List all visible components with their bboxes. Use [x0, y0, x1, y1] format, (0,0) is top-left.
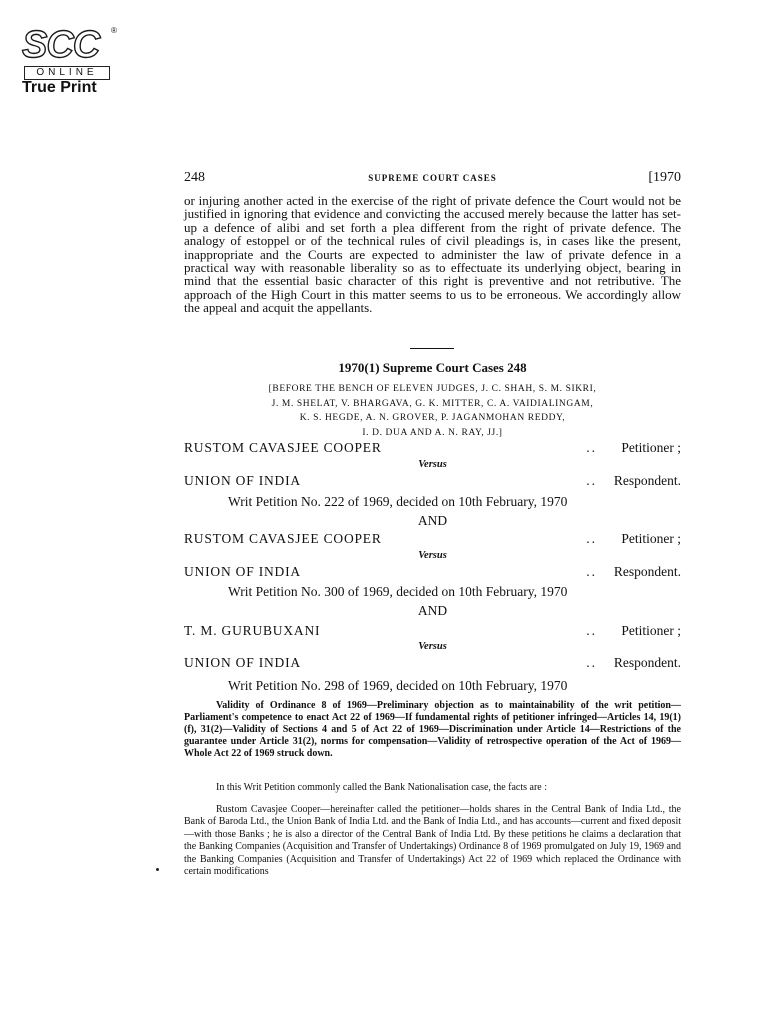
versus-label: Versus [418, 550, 447, 561]
scc-online-logo [20, 24, 120, 96]
petitioner-line [184, 440, 681, 456]
facts-intro-paragraph: In this Writ Petition commonly called the Bank Nationalisation case, the facts are : [216, 782, 547, 793]
facts-paragraph: Rustom Cavasjee Cooper—hereinafter called the petitioner—holds shares in the Central Bank of India Ltd., the Bank of Baroda Ltd., the Union Bank of India Ltd. and the Bank of India Ltd., and has accounts—current and fixed deposit—with those Banks ; he is also a director of the Central Bank of India Ltd. By these petitions he claims a declaration that the Banking Companies (Acquisition and Transfer of Undertakings) Ordinance 8 of 1969 promulgated on July 19, 1969 and the Banking Companies (Acquisition and Transfer of Undertakings) Act 22 of 1969 which replaced the Ordinance with certain modifications [184, 804, 681, 878]
petitioner-role: Petitioner ; [621, 623, 681, 638]
headnote: Validity of Ordinance 8 of 1969—Preliminary objection as to maintainability of the writ petition—Parliament's competence to enact Act 22 of 1969—If fundamental rights of petitioner infringed—Articles 14, 19(1)(f), 31(2)—Validity of Sections 4 and 5 of Act 22 of 1969—Discrimination under Article 14—Restrictions of the guarantee under Article 31(2), norms for compensation—Validity of retrospective operation of the Act of 1969—Whole Act 22 of 1969 struck down. [184, 700, 681, 759]
petitioner-line [184, 531, 681, 547]
petitioner-role: Petitioner ; [621, 531, 681, 546]
respondent-name: UNION OF INDIA [184, 655, 301, 670]
case-citation: 1970(1) Supreme Court Cases 248 [338, 360, 527, 375]
writ-petition-line: Writ Petition No. 300 of 1969, decided on 10th February, 1970 [228, 584, 568, 599]
leader-dots: .. [586, 440, 597, 455]
page-number: 248 [184, 170, 205, 185]
respondent-line [184, 473, 681, 489]
logo-true-print-text: True Print [22, 79, 97, 96]
judgment-closing-paragraph: or injuring another acted in the exercise of the right of private defence the Court would not be justified in ignoring that evidence and convicting the accused merely because the latter has set-up a defence of alibi and set forth a plea different from the right of private defence. The analogy of estoppel or of the technical rules of civil pleadings is, in cases like the present, inappropriate and the Courts are expected to administer the law of private defence in a practical way with reasonable liberality so as to effectuate its underlying object, bearing in mind that the essential basic character of this right is preventive and not retributive. The approach of the High Court in this matter seems to us to be erroneous. We accordingly allow the appeal and acquit the appellants. [184, 193, 681, 316]
header-year: [1970 [648, 170, 681, 185]
margin-mark [156, 868, 159, 871]
petitioner-role: Petitioner ; [621, 440, 681, 455]
writ-petition-line: Writ Petition No. 298 of 1969, decided on 10th February, 1970 [228, 678, 568, 693]
versus-label: Versus [418, 459, 447, 470]
running-title: SUPREME COURT CASES [368, 173, 497, 183]
bench-line: I. D. DUA AND A. N. RAY, JJ.] [362, 427, 503, 438]
registered-mark: ® [111, 26, 117, 35]
petitioner-line [184, 623, 681, 639]
bench-composition [184, 382, 681, 440]
logo-online-text: ONLINE [24, 66, 110, 80]
versus-label: Versus [418, 641, 447, 652]
leader-dots: .. [586, 473, 597, 488]
respondent-name: UNION OF INDIA [184, 473, 301, 488]
bench-line: [BEFORE THE BENCH OF ELEVEN JUDGES, J. C. SHAH, S. M. SIKRI, [268, 384, 597, 394]
respondent-role: Respondent. [613, 655, 681, 670]
bench-line: K. S. HEGDE, A. N. GROVER, P. JAGANMOHAN REDDY, [299, 413, 566, 424]
leader-dots: .. [586, 655, 597, 670]
respondent-role: Respondent. [613, 473, 681, 488]
petitioner-name: RUSTOM CAVASJEE COOPER [184, 440, 382, 455]
page-header [184, 170, 681, 190]
and-separator: AND [417, 603, 448, 618]
leader-dots: .. [586, 623, 597, 638]
logo-scc-text: SCC [22, 24, 100, 66]
writ-petition-line: Writ Petition No. 222 of 1969, decided on 10th February, 1970 [228, 494, 568, 509]
respondent-line [184, 655, 681, 671]
bench-line: J. M. SHELAT, V. BHARGAVA, G. K. MITTER, C. A. VAIDIALINGAM, [271, 398, 594, 409]
leader-dots: .. [586, 564, 597, 579]
respondent-line [184, 564, 681, 580]
respondent-name: UNION OF INDIA [184, 564, 301, 579]
and-separator: AND [417, 513, 448, 528]
leader-dots: .. [586, 531, 597, 546]
petitioner-name: T. M. GURUBUXANI [184, 623, 321, 638]
petitioner-name: RUSTOM CAVASJEE COOPER [184, 531, 382, 546]
respondent-role: Respondent. [613, 564, 681, 579]
section-divider [410, 348, 454, 349]
